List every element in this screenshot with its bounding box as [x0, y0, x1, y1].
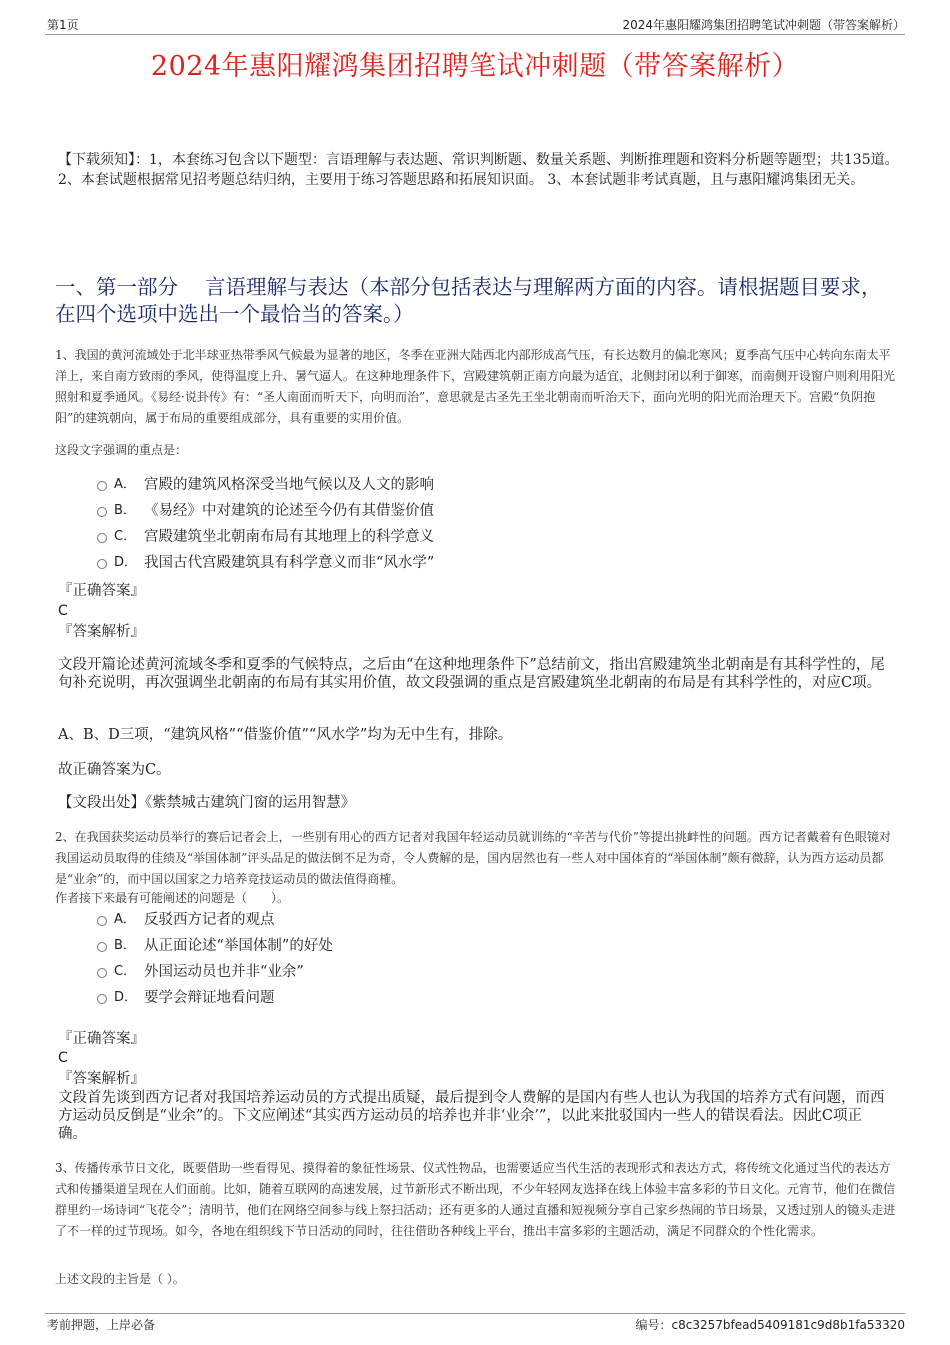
page-title: 2024年惠阳耀鸿集团招聘笔试冲刺题（带答案解析） — [150, 51, 800, 82]
option-letter: B． — [114, 938, 136, 953]
code-label: 编号： — [635, 1318, 672, 1332]
option-b[interactable] — [97, 498, 597, 524]
option-letter: C． — [114, 964, 137, 979]
radio-icon[interactable] — [97, 968, 107, 978]
page-footer — [45, 1313, 905, 1334]
radio-icon[interactable] — [97, 559, 107, 569]
option-text: 外国运动员也并非“业余” — [144, 964, 304, 980]
analysis-extra: A、B、D三项，“建筑风格”“借鉴价值”“风水学”均为无中生有，排除。 — [58, 727, 513, 743]
option-text: 从正面论述“举国体制”的好处 — [144, 938, 333, 954]
option-text: 宫殿建筑坐北朝南布局有其地理上的科学意义 — [144, 529, 434, 545]
analysis-conclusion: 故正确答案为C。 — [58, 762, 171, 778]
option-b[interactable] — [97, 933, 597, 959]
page-number: 第1页 — [47, 18, 79, 32]
answer-value: C — [58, 1050, 68, 1066]
answer-label: 『正确答案』 — [58, 1031, 145, 1047]
question-3-prompt: 上述文段的主旨是（ ）。 — [55, 1272, 185, 1286]
header-doc-title: 2024年惠阳耀鸿集团招聘笔试冲刺题（带答案解析） — [622, 18, 905, 32]
radio-icon[interactable] — [97, 507, 107, 517]
option-c[interactable] — [97, 959, 597, 985]
analysis-label: 『答案解析』 — [58, 624, 145, 640]
option-text: 反驳西方记者的观点 — [144, 912, 275, 928]
passage-source: 【文段出处】《紫禁城古建筑门窗的运用智慧》 — [58, 795, 356, 811]
option-c[interactable] — [97, 524, 597, 550]
option-letter: A． — [114, 912, 136, 927]
option-d[interactable] — [97, 985, 597, 1011]
analysis-text: 文段开篇论述黄河流域冬季和夏季的气候特点，之后由“在这种地理条件下”总结前文，指出宫殿建筑坐北朝南是有其科学性的，尾句补充说明，再次强调坐北朝南的布局有其实用价值，故文段强调的重点是宫殿建筑坐北朝南的布局是有其科学性的，对应C项。 — [58, 657, 885, 691]
footer-slogan: 考前押题，上岸必备 — [47, 1318, 156, 1332]
option-a[interactable] — [97, 907, 597, 933]
option-text: 宫殿的建筑风格深受当地气候以及人文的影响 — [144, 477, 434, 493]
radio-icon[interactable] — [97, 942, 107, 952]
option-letter: C． — [114, 529, 137, 544]
download-notice: 【下载须知】：1，本套练习包含以下题型：言语理解与表达题、常识判断题、数量关系题、判断推理题和资料分析题等题型；共135道。 2、本套试题根据常见招考题总结归纳，主要用于练习答题思路和拓展知识面。 3、本套试题非考试真题，且与惠阳耀鸿集团无关。 — [58, 152, 899, 188]
radio-icon[interactable] — [97, 994, 107, 1004]
option-text: 要学会辩证地看问题 — [144, 990, 275, 1006]
answer-value: C — [58, 603, 68, 619]
document-code — [635, 1316, 905, 1333]
page-header — [45, 12, 905, 35]
radio-icon[interactable] — [97, 481, 107, 491]
option-text: 我国古代宫殿建筑具有科学意义而非“风水学” — [144, 555, 435, 571]
option-letter: D． — [114, 555, 138, 570]
analysis-label: 『答案解析』 — [58, 1071, 145, 1087]
option-letter: A． — [114, 477, 136, 492]
question-2-text: 2、在我国获奖运动员举行的赛后记者会上，一些别有用心的西方记者对我国年轻运动员就训练的“辛苦与代价”等提出挑衅性的问题。西方记者戴着有色眼镜对我国运动员取得的佳绩及“举国体制”评头品足的做法倒不足为奇，令人费解的是，国内居然也有一些人对中国体育的“举国体制”颇有微辞，认为西方运动员都是“业余”的，而中国以国家之力培养竞技运动员的做法值得商榷。 — [55, 830, 891, 886]
question-3-text: 3、传播传承节日文化，既要借助一些看得见、摸得着的象征性场景、仪式性物品，也需要适应当代生活的表现形式和表达方式，将传统文化通过当代的表达方式和传播渠道呈现在人们面前。比如，随着互联网的高速发展，过节新形式不断出现，不少年轻网友选择在线上体验丰富多彩的节日文化。元宵节，他们在微信群里约一场诗词“飞花令”；清明节，他们在网络空间参与线上祭扫活动；还有更多的人通过直播和短视频分享自己家乡热闹的节日场景，又透过别人的镜头走进了不一样的过节现场。如今，各地在组织线下节日活动的同时，往往借助各种线上平台，推出丰富多彩的主题活动，满足不同群众的个性化需求。 — [55, 1161, 896, 1238]
code-value: c8c3257bfead5409181c9d8b1fa53320 — [671, 1318, 905, 1332]
option-text: 《易经》中对建筑的论述至今仍有其借鉴价值 — [144, 503, 434, 519]
option-letter: D． — [114, 990, 138, 1005]
answer-label: 『正确答案』 — [58, 583, 145, 599]
option-d[interactable] — [97, 550, 597, 576]
question-2-prompt: 作者接下来最有可能阐述的问题是（ ）。 — [55, 891, 290, 905]
question-1-options — [97, 472, 597, 576]
section-heading: 一、第一部分 言语理解与表达（本部分包括表达与理解两方面的内容。请根据题目要求，在四个选项中选出一个最恰当的答案。） — [55, 275, 882, 326]
radio-icon[interactable] — [97, 916, 107, 926]
option-letter: B． — [114, 503, 136, 518]
radio-icon[interactable] — [97, 533, 107, 543]
question-1-text: 1、我国的黄河流域处于北半球亚热带季风气候最为显著的地区，冬季在亚洲大陆西北内部形成高气压，有长达数月的偏北寒风；夏季高气压中心转向东南太平洋上，来自南方致雨的季风，使得温度上升、暑气逼人。在这种地理条件下，宫殿建筑朝正南方向最为适宜，北侧封闭以利于御寒，而南侧开设窗户则利用阳光照射和夏季通风。《易经·说卦传》有：“圣人南面而听天下，向明而治”，意思就是古圣先王坐北朝南而听治天下，面向光明的阳光而治理天下。宫殿“负阴抱阳”的建筑朝向，属于布局的重要组成部分，具有重要的实用价值。 — [55, 348, 896, 425]
question-1-prompt: 这段文字强调的重点是： — [55, 443, 188, 457]
analysis-text: 文段首先谈到西方记者对我国培养运动员的方式提出质疑，最后提到令人费解的是国内有些人也认为我国的培养方式有问题，而西方运动员反倒是“业余”的。下文应阐述“其实西方运动员的培养也并非‘业余’”，以此来批驳国内一些人的错误看法。因此C项正确。 — [58, 1090, 885, 1142]
question-2-options — [97, 907, 597, 1011]
option-a[interactable] — [97, 472, 597, 498]
